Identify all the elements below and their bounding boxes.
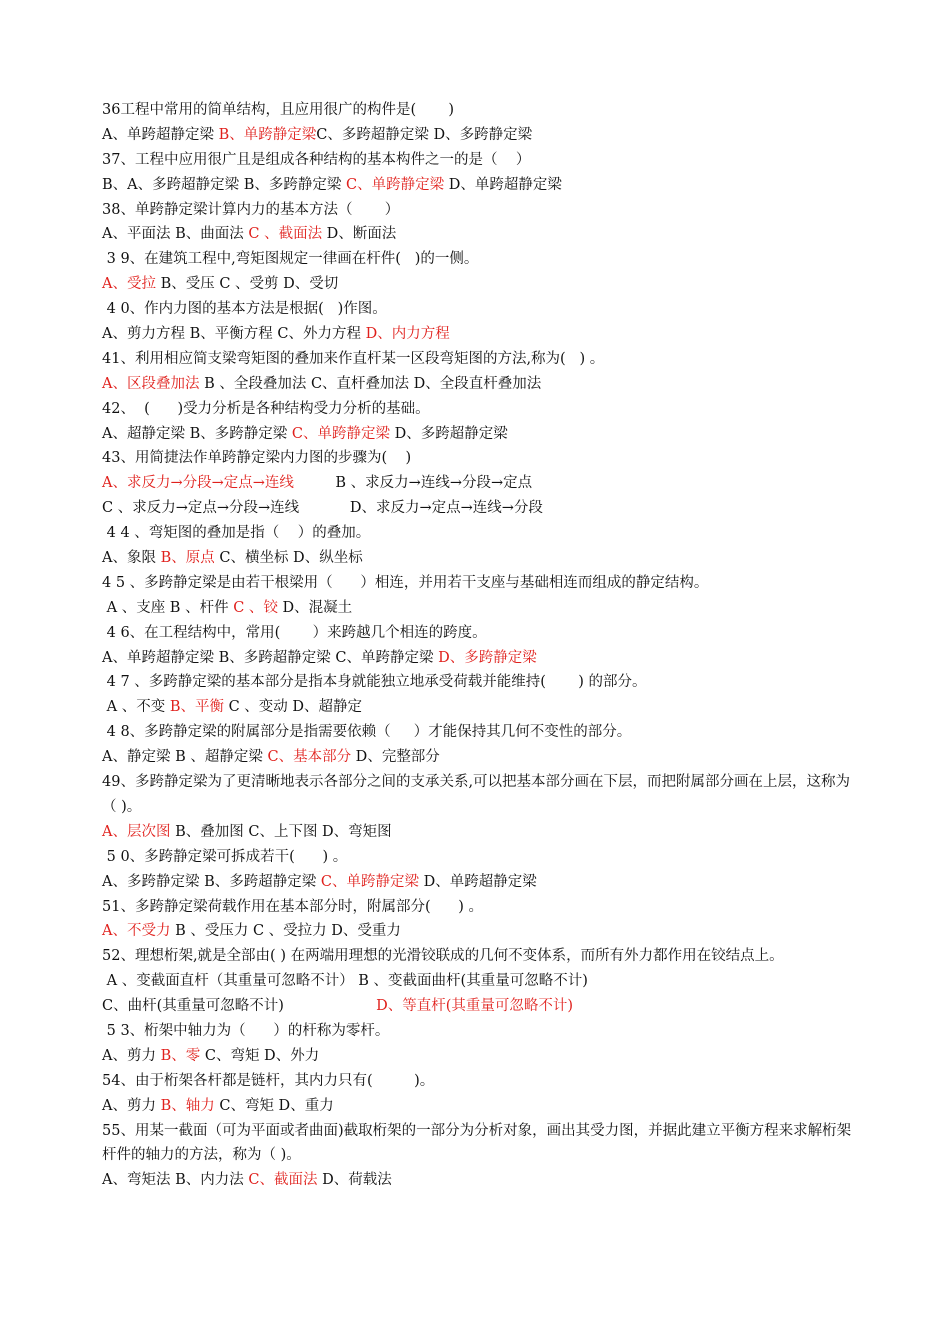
text-line: [102, 919, 854, 944]
question-text: C、弯矩 D、外力: [200, 1047, 320, 1064]
question-text: 37、工程中应用很广且是组成各种结构的基本构件之一的是（ ）: [102, 151, 531, 168]
text-line: [102, 670, 854, 695]
question-text: D、断面法: [322, 226, 397, 243]
question-text: 49、多跨静定梁为了更清晰地表示各部分之间的支承关系,可以把基本部分画在下层，而把附属部分画在上层，这称为（ )。: [102, 774, 851, 815]
question-text: 41、利用相应简支梁弯矩图的叠加来作直杆某一区段弯矩图的方法,称为( ) 。: [102, 350, 605, 367]
question-text: B 、求反力→连线→分段→定点: [293, 475, 533, 492]
question-text: 4 5 、多跨静定梁是由若干根梁用（ ）相连，并用若干支座与基础相连而组成的静定结构。: [102, 574, 709, 591]
answer-text: D、内力方程: [365, 326, 450, 343]
question-text: 4 4 、弯矩图的叠加是指（ ）的叠加。: [102, 525, 371, 542]
text-line: [102, 596, 854, 621]
question-text: A、剪力方程 B、平衡方程 C、外力方程: [102, 326, 366, 343]
question-text: 4 7 、多跨静定梁的基本部分是指本身就能独立地承受荷载并能维持( ) 的部分。: [102, 674, 647, 691]
text-line: [102, 123, 854, 148]
question-text: C 、变动 D、超静定: [223, 699, 363, 716]
text-line: [102, 1069, 854, 1094]
text-line: [102, 148, 854, 173]
question-text: D、混凝土: [277, 599, 353, 616]
text-line: [102, 646, 854, 671]
text-line: [102, 969, 854, 994]
question-text: A、平面法 B、曲面法: [102, 226, 249, 243]
text-line: [102, 695, 854, 720]
text-line: [102, 496, 854, 521]
text-line: [102, 994, 854, 1019]
question-text: 5 3、桁架中轴力为（ ）的杆称为零杆。: [102, 1023, 390, 1039]
text-line: [102, 272, 854, 297]
question-text: C、弯矩 D、重力: [214, 1097, 334, 1114]
answer-text: A、求反力→分段→定点→连线: [102, 475, 294, 492]
question-text: A、剪力: [102, 1047, 161, 1064]
answer-text: C、单跨静定梁: [291, 425, 390, 442]
question-text: A 、支座 B 、杆件: [102, 599, 234, 616]
question-text: A、弯矩法 B、内力法: [102, 1172, 249, 1189]
text-line: [102, 372, 854, 397]
question-text: 42、 ( )受力分析是各种结构受力分析的基础。: [102, 400, 430, 417]
question-text: D、完整部分: [351, 749, 440, 766]
text-line: [102, 745, 854, 770]
answer-text: A、不受力: [102, 923, 171, 940]
text-line: [102, 422, 854, 447]
question-text: B、A、多跨超静定梁 B、多跨静定梁: [102, 176, 346, 193]
text-line: [102, 820, 854, 845]
question-text: 38、单跨静定梁计算内力的基本方法（ ）: [102, 201, 400, 218]
question-text: A、剪力: [102, 1097, 161, 1114]
question-text: D、荷载法: [317, 1172, 392, 1189]
text-line: [102, 770, 854, 820]
answer-text: A、区段叠加法: [102, 375, 200, 392]
text-line: [102, 845, 854, 870]
question-text: A、超静定梁 B、多跨静定梁: [102, 425, 292, 442]
question-text: 36工程中常用的简单结构，且应用很广的构件是( ): [102, 102, 455, 118]
text-line: [102, 247, 854, 272]
text-line: [102, 198, 854, 223]
text-line: [102, 322, 854, 347]
question-text: A、多跨静定梁 B、多跨超静定梁: [102, 873, 321, 890]
text-line: [102, 471, 854, 496]
text-line: [102, 1019, 854, 1044]
text-line: [102, 173, 854, 198]
text-line: [102, 944, 854, 969]
question-text: 4 8、多跨静定梁的附属部分是指需要依赖（ ）才能保持其几何不变性的部分。: [102, 724, 632, 741]
question-sheet: [102, 98, 854, 1193]
question-text: B、叠加图 C、上下图 D、弯矩图: [170, 823, 392, 840]
question-text: B、受压 C 、受剪 D、受切: [155, 276, 339, 293]
question-text: C 、求反力→定点→分段→连线 D、求反力→定点→连线→分段: [102, 500, 543, 517]
text-line: [102, 1094, 854, 1119]
answer-text: B、原点: [160, 550, 215, 567]
question-text: 52、理想桁架,就是全部由( ) 在两端用理想的光滑铰联成的几何不变体系，而所有外力都作用在铰结点上。: [102, 948, 784, 965]
question-text: D、单跨超静定梁: [418, 873, 537, 890]
text-line: [102, 446, 854, 471]
text-line: [102, 1168, 854, 1193]
question-text: D、单跨超静定梁: [444, 176, 562, 193]
answer-text: B、平衡: [169, 699, 224, 716]
text-line: [102, 98, 854, 123]
answer-text: A、层次图: [102, 823, 171, 840]
question-text: A 、变截面直杆（其重量可忽略不计） B 、变截面曲杆(其重量可忽略不计): [102, 973, 588, 990]
text-line: [102, 222, 854, 247]
answer-text: D、等直杆(其重量可忽略不计): [376, 998, 574, 1015]
text-line: [102, 297, 854, 322]
text-line: [102, 546, 854, 571]
answer-text: A、受拉: [102, 276, 156, 293]
text-line: [102, 895, 854, 920]
answer-text: C 、截面法: [248, 226, 323, 243]
answer-text: C、单跨静定梁: [320, 873, 419, 890]
text-line: [102, 347, 854, 372]
question-text: D、多跨超静定梁: [389, 425, 508, 442]
text-line: [102, 1044, 854, 1069]
question-text: A 、不变: [102, 699, 170, 716]
question-text: 4 0、作内力图的基本方法是根据( )作图。: [102, 301, 387, 318]
question-text: C、曲杆(其重量可忽略不计): [102, 998, 377, 1015]
answer-text: D、多跨静定梁: [438, 649, 537, 666]
text-line: [102, 397, 854, 422]
question-text: 4 6、在工程结构中，常用( ）来跨越几个相连的跨度。: [102, 624, 487, 641]
question-text: A、单跨超静定梁: [102, 126, 219, 143]
answer-text: B、单跨静定梁: [218, 126, 317, 143]
question-text: 51、多跨静定梁荷载作用在基本部分时，附属部分( ) 。: [102, 898, 484, 915]
text-line: [102, 571, 854, 596]
question-text: 55、用某一截面（可为平面或者曲面)截取桁架的一部分为分析对象，画出其受力图，并据此建立平衡方程来求解桁架杆件的轴力的方法，称为（ )。: [102, 1122, 852, 1164]
text-line: [102, 720, 854, 745]
question-text: A、单跨超静定梁 B、多跨超静定梁 C、单跨静定梁: [102, 649, 439, 666]
text-line: [102, 521, 854, 546]
question-text: B 、全段叠加法 C、直杆叠加法 D、全段直杆叠加法: [199, 375, 542, 392]
answer-text: C、基本部分: [267, 749, 352, 766]
question-text: 3 9、在建筑工程中,弯矩图规定一律画在杆件( )的一侧。: [102, 251, 479, 268]
question-text: C、横坐标 D、纵坐标: [214, 550, 363, 567]
question-text: 54、由于桁架各杆都是链杆，其内力只有( )。: [102, 1072, 435, 1089]
question-text: C、多跨超静定梁 D、多跨静定梁: [316, 126, 533, 143]
answer-text: B、零: [160, 1047, 201, 1064]
text-line: [102, 1119, 854, 1169]
question-text: 5 0、多跨静定梁可拆成若干( ) 。: [102, 848, 348, 865]
answer-text: B、轴力: [160, 1097, 215, 1114]
question-text: A、静定梁 B 、超静定梁: [102, 749, 268, 766]
question-text: B 、受压力 C 、受拉力 D、受重力: [170, 923, 401, 940]
answer-text: C、单跨静定梁: [346, 176, 445, 193]
answer-text: C、截面法: [248, 1172, 318, 1189]
text-line: [102, 870, 854, 895]
question-text: 43、用简捷法作单跨静定梁内力图的步骤为( ): [102, 450, 412, 467]
text-line: [102, 621, 854, 646]
answer-text: C 、铰: [233, 599, 278, 616]
question-text: A、象限: [102, 550, 161, 567]
